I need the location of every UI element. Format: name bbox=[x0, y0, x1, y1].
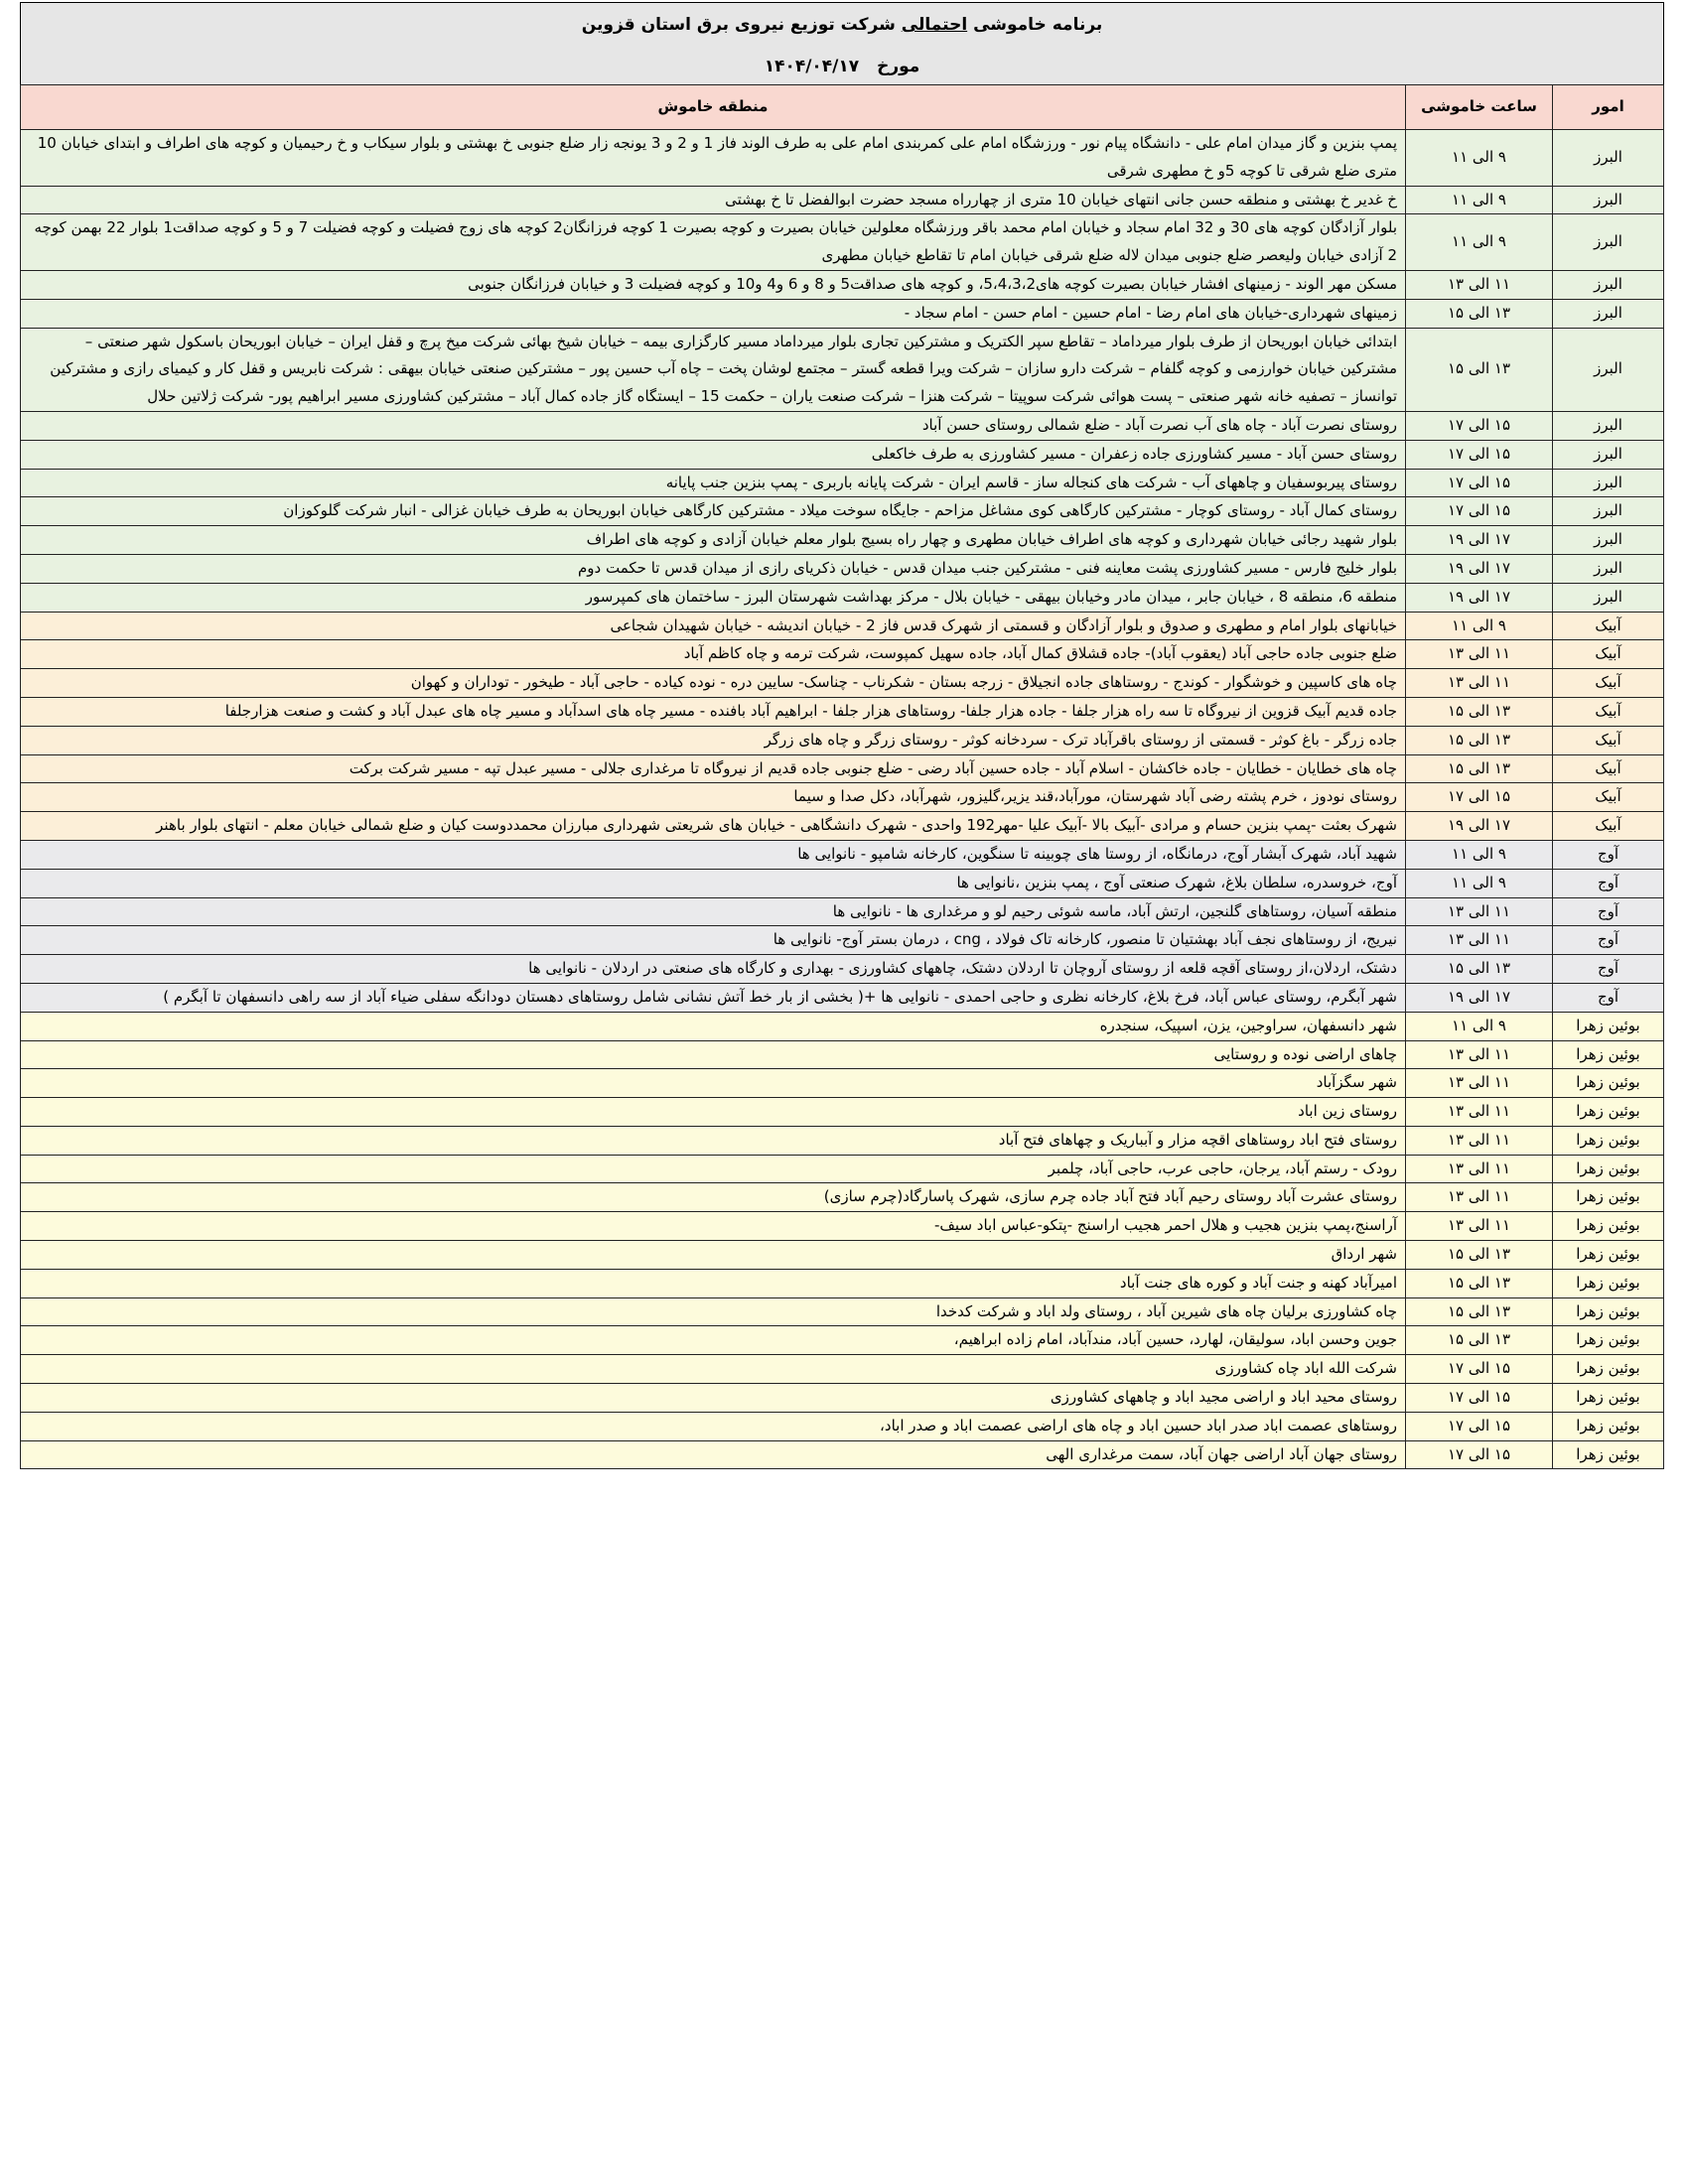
table-row bbox=[21, 214, 1664, 271]
table-body bbox=[21, 130, 1664, 1469]
table-header-row bbox=[21, 85, 1664, 130]
hour-cell: ۱۱ الی ۱۳ bbox=[1406, 640, 1553, 669]
omur-cell: آبیک bbox=[1553, 669, 1664, 698]
hour-cell: ۹ الی ۱۱ bbox=[1406, 869, 1553, 897]
hour-cell: ۱۳ الی ۱۵ bbox=[1406, 1241, 1553, 1270]
hour-cell: ۱۱ الی ۱۳ bbox=[1406, 1069, 1553, 1098]
omur-cell: آبیک bbox=[1553, 640, 1664, 669]
area-cell: امیرآباد کهنه و جنت آباد و کوره های جنت آباد bbox=[21, 1269, 1406, 1297]
hour-cell: ۱۳ الی ۱۵ bbox=[1406, 1326, 1553, 1355]
area-cell: چاه کشاورزی برلیان چاه های شیرین آباد ، روستای ولد اباد و شرکت کدخدا bbox=[21, 1297, 1406, 1326]
table-row bbox=[21, 726, 1664, 754]
title-before: برنامه خاموشی bbox=[973, 15, 1103, 35]
table-row bbox=[21, 440, 1664, 469]
schedule-table bbox=[20, 84, 1664, 1469]
area-cell: بلوار آزادگان کوچه های 30 و 32 امام سجاد و خیابان امام محمد باقر ورزشگاه معلولین خیابان بصیرت و کوچه بصیرت 1 کوچه فرزانگان2 کوچه های زوج فضیلت و کوچه فضیلت 7 و 5 و کوچه صداقت1 بلوار 22 بهمن کوچه 2 آزادی خیابان ولیعصر ضلع جنوبی میدان لاله ضلع شرقی خیابان امام تا تقاطع خیابان مطهری bbox=[21, 214, 1406, 271]
table-row bbox=[21, 497, 1664, 526]
table-row bbox=[21, 1326, 1664, 1355]
area-cell: جاده قدیم آبیک قزوین از نیروگاه تا سه راه هزار جلفا - جاده هزار جلفا- روستاهای هزار جلفا - ابراهیم آباد بافنده - مسیر چاه های اسدآباد و مسیر چاه های عبدل آباد و کشت و صنعت هزارجلفا bbox=[21, 697, 1406, 726]
area-cell: دشتک، اردلان،از روستای آقچه قلعه از روستای آروچان تا اردلان دشتک، چاههای کشاورزی - بهداری و کارگاه های صنعتی در اردلان - نانوایی ها bbox=[21, 955, 1406, 984]
omur-cell: البرز bbox=[1553, 299, 1664, 328]
omur-cell: البرز bbox=[1553, 469, 1664, 497]
table-row bbox=[21, 1040, 1664, 1069]
area-cell: چاه های خطایان - خطایان - جاده خاکشان - اسلام آباد - جاده حسین آباد رضی - ضلع جنوبی جاده قدیم از نیروگاه تا مرغداری جلالی - مسیر عبدل تپه - مسیر شرکت برکت bbox=[21, 754, 1406, 783]
table-row bbox=[21, 840, 1664, 869]
area-cell: روستاهای عصمت اباد صدر اباد حسین اباد و چاه های اراضی عصمت اباد و صدر اباد، bbox=[21, 1412, 1406, 1440]
omur-cell: البرز bbox=[1553, 186, 1664, 214]
area-cell: روستای محید اباد و اراضی مجید اباد و چاههای کشاورزی bbox=[21, 1384, 1406, 1413]
table-row bbox=[21, 640, 1664, 669]
hour-cell: ۱۵ الی ۱۷ bbox=[1406, 440, 1553, 469]
title-after: شرکت توزیع نیروی برق استان قزوین bbox=[581, 15, 896, 35]
omur-cell: آوج bbox=[1553, 926, 1664, 955]
table-row bbox=[21, 328, 1664, 411]
hour-cell: ۱۳ الی ۱۵ bbox=[1406, 328, 1553, 411]
area-cell: نیریج، از روستاهای نجف آباد بهشتیان تا منصور، کارخانه تاک فولاد ، cng ، درمان بستر آوج- نانوایی ها bbox=[21, 926, 1406, 955]
hour-cell: ۱۳ الی ۱۵ bbox=[1406, 697, 1553, 726]
area-cell: خیابانهای بلوار امام و مطهری و صدوق و بلوار آزادگان و قسمتی از شهرک قدس فاز 2 - خیابان اندیشه - خیابان شهیدان شجاعی bbox=[21, 612, 1406, 640]
omur-cell: بوئین زهرا bbox=[1553, 1384, 1664, 1413]
omur-cell: البرز bbox=[1553, 328, 1664, 411]
hour-cell: ۱۵ الی ۱۷ bbox=[1406, 469, 1553, 497]
header-area: منطقه خاموش bbox=[21, 85, 1406, 130]
table-row bbox=[21, 583, 1664, 612]
table-row bbox=[21, 526, 1664, 555]
omur-cell: البرز bbox=[1553, 411, 1664, 440]
table-row bbox=[21, 469, 1664, 497]
table-row bbox=[21, 1355, 1664, 1384]
area-cell: جوین وحسن اباد، سولیقان، لهارد، حسین آباد، مندآباد، امام زاده ابراهیم، bbox=[21, 1326, 1406, 1355]
omur-cell: بوئین زهرا bbox=[1553, 1012, 1664, 1040]
area-cell: بلوار خلیج فارس - مسیر کشاورزی پشت معاینه فنی - مشترکین جنب میدان قدس - خیابان ذکریای رازی از میدان قدس تا حکمت دوم bbox=[21, 554, 1406, 583]
table-row bbox=[21, 1183, 1664, 1212]
table-row bbox=[21, 1126, 1664, 1155]
omur-cell: بوئین زهرا bbox=[1553, 1241, 1664, 1270]
area-cell: روستای فتح اباد روستاهای اقچه مزار و آبباریک و چهاهای فتح آباد bbox=[21, 1126, 1406, 1155]
table-row bbox=[21, 411, 1664, 440]
title-emphasis: احتمالی bbox=[901, 15, 968, 35]
table-row bbox=[21, 1012, 1664, 1040]
area-cell: شهید آباد، شهرک آبشار آوج، درمانگاه، از روستا های چوبینه تا سنگوین، کارخانه شامپو - نانوایی ها bbox=[21, 840, 1406, 869]
area-cell: منطقه 6، منطقه 8 ، خیابان جابر ، میدان مادر وخیابان بیهقی - خیابان بلال - مرکز بهداشت شهرستان البرز - ساختمان های کمپرسور bbox=[21, 583, 1406, 612]
table-row bbox=[21, 1069, 1664, 1098]
hour-cell: ۱۳ الی ۱۵ bbox=[1406, 299, 1553, 328]
hour-cell: ۱۳ الی ۱۵ bbox=[1406, 754, 1553, 783]
omur-cell: بوئین زهرا bbox=[1553, 1155, 1664, 1183]
omur-cell: بوئین زهرا bbox=[1553, 1297, 1664, 1326]
date-line bbox=[21, 37, 1663, 78]
area-cell: روستای عشرت آباد روستای رحیم آباد فتح آباد جاده چرم سازی، شهرک پاسارگاد(چرم سازی) bbox=[21, 1183, 1406, 1212]
table-row bbox=[21, 1297, 1664, 1326]
table-row bbox=[21, 270, 1664, 299]
hour-cell: ۱۷ الی ۱۹ bbox=[1406, 812, 1553, 841]
table-row bbox=[21, 1098, 1664, 1127]
area-cell: شهر سگزآباد bbox=[21, 1069, 1406, 1098]
omur-cell: البرز bbox=[1553, 270, 1664, 299]
omur-cell: آوج bbox=[1553, 983, 1664, 1012]
table-row bbox=[21, 754, 1664, 783]
hour-cell: ۱۵ الی ۱۷ bbox=[1406, 411, 1553, 440]
area-cell: روستای زین اباد bbox=[21, 1098, 1406, 1127]
omur-cell: بوئین زهرا bbox=[1553, 1098, 1664, 1127]
omur-cell: آبیک bbox=[1553, 783, 1664, 812]
area-cell: مسکن مهر الوند - زمینهای افشار خیابان بصیرت کوچه های5،4،3،2، و کوچه های صداقت5 و 8 و 6 و4 و10 و کوچه فضیلت 3 و خیابان فرزانگان جنوبی bbox=[21, 270, 1406, 299]
omur-cell: بوئین زهرا bbox=[1553, 1212, 1664, 1241]
title-block bbox=[20, 2, 1664, 85]
hour-cell: ۱۱ الی ۱۳ bbox=[1406, 270, 1553, 299]
omur-cell: آبیک bbox=[1553, 612, 1664, 640]
omur-cell: البرز bbox=[1553, 554, 1664, 583]
table-row bbox=[21, 612, 1664, 640]
hour-cell: ۱۱ الی ۱۳ bbox=[1406, 1155, 1553, 1183]
omur-cell: البرز bbox=[1553, 583, 1664, 612]
area-cell: آراسنج،پمپ بنزین هجیب و هلال احمر هجیب اراسنج -پتکو-عباس اباد سیف- bbox=[21, 1212, 1406, 1241]
outage-schedule-sheet bbox=[20, 2, 1664, 1469]
table-row bbox=[21, 130, 1664, 187]
area-cell: روستای نصرت آباد - چاه های آب نصرت آباد - ضلع شمالی روستای حسن آباد bbox=[21, 411, 1406, 440]
area-cell: رودک - رستم آباد، یرجان، حاجی عرب، حاجی آباد، چلمبر bbox=[21, 1155, 1406, 1183]
table-row bbox=[21, 669, 1664, 698]
hour-cell: ۱۷ الی ۱۹ bbox=[1406, 983, 1553, 1012]
hour-cell: ۱۷ الی ۱۹ bbox=[1406, 583, 1553, 612]
area-cell: بلوار شهید رجائی خیابان شهرداری و کوچه های اطراف خیابان مطهری و چهار راه بسیج بلوار معلم خیابان آزادی و کوچه های اطراف bbox=[21, 526, 1406, 555]
hour-cell: ۱۱ الی ۱۳ bbox=[1406, 1040, 1553, 1069]
hour-cell: ۱۳ الی ۱۵ bbox=[1406, 1269, 1553, 1297]
omur-cell: آوج bbox=[1553, 840, 1664, 869]
area-cell: خ غدیر خ بهشتی و منطقه حسن جانی انتهای خیابان 10 متری از چهارراه مسجد حضرت ابوالفضل تا خ بهشتی bbox=[21, 186, 1406, 214]
area-cell: زمینهای شهرداری-خیابان های امام رضا - امام حسین - امام حسن - امام سجاد - bbox=[21, 299, 1406, 328]
table-row bbox=[21, 812, 1664, 841]
hour-cell: ۹ الی ۱۱ bbox=[1406, 1012, 1553, 1040]
hour-cell: ۱۳ الی ۱۵ bbox=[1406, 1297, 1553, 1326]
hour-cell: ۱۳ الی ۱۵ bbox=[1406, 955, 1553, 984]
omur-cell: البرز bbox=[1553, 526, 1664, 555]
area-cell: روستای کمال آباد - روستای کوچار - مشترکین کارگاهی کوی مشاغل مزاحم - جایگاه سوخت میلاد - مشترکین کارگاهی خیابان ابوریحان به طرف خیابان غزالی - انبار شرکت گلوکوزان bbox=[21, 497, 1406, 526]
area-cell: روستای پیربوسفیان و چاههای آب - شرکت های کنجاله ساز - قاسم ایران - شرکت پایانه باربری - پمپ بنزین جنب پایانه bbox=[21, 469, 1406, 497]
table-row bbox=[21, 1440, 1664, 1469]
hour-cell: ۱۷ الی ۱۹ bbox=[1406, 554, 1553, 583]
header-hour: ساعت خاموشی bbox=[1406, 85, 1553, 130]
area-cell: شهر ارداق bbox=[21, 1241, 1406, 1270]
hour-cell: ۱۵ الی ۱۷ bbox=[1406, 497, 1553, 526]
table-row bbox=[21, 897, 1664, 926]
table-row bbox=[21, 1384, 1664, 1413]
hour-cell: ۹ الی ۱۱ bbox=[1406, 214, 1553, 271]
omur-cell: آوج bbox=[1553, 869, 1664, 897]
area-cell: شرکت الله اباد چاه کشاورزی bbox=[21, 1355, 1406, 1384]
omur-cell: البرز bbox=[1553, 440, 1664, 469]
table-row bbox=[21, 1241, 1664, 1270]
omur-cell: بوئین زهرا bbox=[1553, 1126, 1664, 1155]
area-cell: شهر آبگرم، روستای عباس آباد، فرخ بلاغ، کارخانه نظری و حاجی احمدی - نانوایی ها +( بخشی از بار خط آتش نشانی شامل روستاهای دهستان دودانگه سفلی ضیاء آباد از سه راهی دانسفهان تا آبگرم ) bbox=[21, 983, 1406, 1012]
table-row bbox=[21, 299, 1664, 328]
area-cell: ضلع جنوبی جاده حاجی آباد (یعقوب آباد)- جاده قشلاق کمال آباد، جاده سهیل کمپوست، شرکت ترمه و چاه کاظم آباد bbox=[21, 640, 1406, 669]
date-label: مورخ bbox=[877, 57, 920, 76]
omur-cell: آوج bbox=[1553, 897, 1664, 926]
table-row bbox=[21, 869, 1664, 897]
area-cell: منطقه آسیان، روستاهای گلنجین، ارتش آباد، ماسه شوئی رحیم لو و مرغداری ها - نانوایی ها bbox=[21, 897, 1406, 926]
area-cell: روستای نودوز ، خرم پشته رضی آباد شهرستان، مورآباد،قند یزیر،گلیزور، شهرآباد، دکل صدا و سیما bbox=[21, 783, 1406, 812]
area-cell: ابتدائی خیابان ابوریحان از طرف بلوار میرداماد – تقاطع سپر الکتریک و مشترکین تجاری بلوار میرداماد مسیر کارگزاری بیمه – خیابان شیخ بهائی شرکت میخ پرچ و قفل ایران – خیابان ابوریحان باسکول شهر صنعتی – مشترکین خیابان خوارزمی و کوچه گلفام – شرکت دارو سازان – شرکت ویرا قطعه گستر – مجتمع لوشان پخت – چاه آب حسین پور – مشترکین صنعتی خیابان بیهقی : شرکت نابریس و قفل کار و کیمیای رازی و مشترکین توانساز – تصفیه خانه شهر صنعتی – پست هوائی شرکت سوپیتا – شرکت هنزا – شرکت صنعت یاران – حکمت 15 – ایستگاه گاز جاده کمال آباد – مشترکین کشاورزی مسیر ابراهیم پور- شرکت ژلاتین حلال bbox=[21, 328, 1406, 411]
hour-cell: ۱۱ الی ۱۳ bbox=[1406, 1126, 1553, 1155]
hour-cell: ۱۱ الی ۱۳ bbox=[1406, 897, 1553, 926]
hour-cell: ۱۵ الی ۱۷ bbox=[1406, 1355, 1553, 1384]
table-row bbox=[21, 955, 1664, 984]
area-cell: چاه های کاسپین و خوشگوار - کوندج - روستاهای جاده انجیلاق - زرجه بستان - شکرناب - چناسک- سایین دره - نوده کیاده - حاجی آباد - طیخور - توداران و کهوان bbox=[21, 669, 1406, 698]
omur-cell: آبیک bbox=[1553, 812, 1664, 841]
date-value: ۱۴۰۴/۰۴/۱۷ bbox=[764, 57, 860, 76]
area-cell: شهر دانسفهان، سراوجین، یزن، اسپیک، سنجدره bbox=[21, 1012, 1406, 1040]
omur-cell: آوج bbox=[1553, 955, 1664, 984]
omur-cell: بوئین زهرا bbox=[1553, 1440, 1664, 1469]
hour-cell: ۹ الی ۱۱ bbox=[1406, 840, 1553, 869]
table-row bbox=[21, 783, 1664, 812]
hour-cell: ۱۱ الی ۱۳ bbox=[1406, 1212, 1553, 1241]
hour-cell: ۹ الی ۱۱ bbox=[1406, 130, 1553, 187]
hour-cell: ۱۵ الی ۱۷ bbox=[1406, 783, 1553, 812]
area-cell: روستای جهان آباد اراضی جهان آباد، سمت مرغداری الهی bbox=[21, 1440, 1406, 1469]
hour-cell: ۱۵ الی ۱۷ bbox=[1406, 1384, 1553, 1413]
omur-cell: بوئین زهرا bbox=[1553, 1326, 1664, 1355]
hour-cell: ۱۳ الی ۱۵ bbox=[1406, 726, 1553, 754]
omur-cell: بوئین زهرا bbox=[1553, 1069, 1664, 1098]
table-row bbox=[21, 186, 1664, 214]
table-row bbox=[21, 983, 1664, 1012]
area-cell: آوج، خروسدره، سلطان بلاغ، شهرک صنعتی آوج ، پمپ بنزین ،نانوایی ها bbox=[21, 869, 1406, 897]
omur-cell: آبیک bbox=[1553, 754, 1664, 783]
hour-cell: ۱۱ الی ۱۳ bbox=[1406, 1098, 1553, 1127]
omur-cell: البرز bbox=[1553, 497, 1664, 526]
area-cell: چاهای اراضی نوده و روستایی bbox=[21, 1040, 1406, 1069]
area-cell: پمپ بنزین و گاز میدان امام علی - دانشگاه پیام نور - ورزشگاه امام علی کمربندی امام علی به طرف الوند فاز 1 و 2 و 3 یونجه زار ضلع جنوبی خ بهشتی و بلوار سیکاب و خ رحیمیان و کوچه های اطراف و ابتدای خیابان 10 متری ضلع شرقی تا کوچه 5و خ مطهری شرقی bbox=[21, 130, 1406, 187]
omur-cell: آبیک bbox=[1553, 726, 1664, 754]
area-cell: شهرک بعثت -پمپ بنزین حسام و مرادی -آبیک بالا -آبیک علیا -مهر192 واحدی - شهرک دانشگاهی - خیابان های شریعتی شهرداری مبارزان محمددوست کیان و ضلع شمالی خیابان معلم - انتهای بلوار باهنر bbox=[21, 812, 1406, 841]
table-row bbox=[21, 1412, 1664, 1440]
table-row bbox=[21, 1212, 1664, 1241]
table-row bbox=[21, 926, 1664, 955]
hour-cell: ۱۵ الی ۱۷ bbox=[1406, 1412, 1553, 1440]
hour-cell: ۱۵ الی ۱۷ bbox=[1406, 1440, 1553, 1469]
omur-cell: بوئین زهرا bbox=[1553, 1269, 1664, 1297]
hour-cell: ۱۱ الی ۱۳ bbox=[1406, 669, 1553, 698]
omur-cell: البرز bbox=[1553, 214, 1664, 271]
hour-cell: ۹ الی ۱۱ bbox=[1406, 186, 1553, 214]
area-cell: جاده زرگر - باغ کوثر - قسمتی از روستای باقرآباد ترک - سردخانه کوثر - روستای زرگر و چاه های زرگر bbox=[21, 726, 1406, 754]
header-omur: امور bbox=[1553, 85, 1664, 130]
table-row bbox=[21, 554, 1664, 583]
omur-cell: بوئین زهرا bbox=[1553, 1040, 1664, 1069]
hour-cell: ۱۱ الی ۱۳ bbox=[1406, 1183, 1553, 1212]
table-row bbox=[21, 1269, 1664, 1297]
hour-cell: ۱۱ الی ۱۳ bbox=[1406, 926, 1553, 955]
omur-cell: آبیک bbox=[1553, 697, 1664, 726]
area-cell: روستای حسن آباد - مسیر کشاورزی جاده زعفران - مسیر کشاورزی به طرف خاکعلی bbox=[21, 440, 1406, 469]
table-row bbox=[21, 1155, 1664, 1183]
omur-cell: البرز bbox=[1553, 130, 1664, 187]
table-row bbox=[21, 697, 1664, 726]
hour-cell: ۱۷ الی ۱۹ bbox=[1406, 526, 1553, 555]
hour-cell: ۹ الی ۱۱ bbox=[1406, 612, 1553, 640]
page-title bbox=[21, 3, 1663, 37]
omur-cell: بوئین زهرا bbox=[1553, 1412, 1664, 1440]
omur-cell: بوئین زهرا bbox=[1553, 1183, 1664, 1212]
omur-cell: بوئین زهرا bbox=[1553, 1355, 1664, 1384]
